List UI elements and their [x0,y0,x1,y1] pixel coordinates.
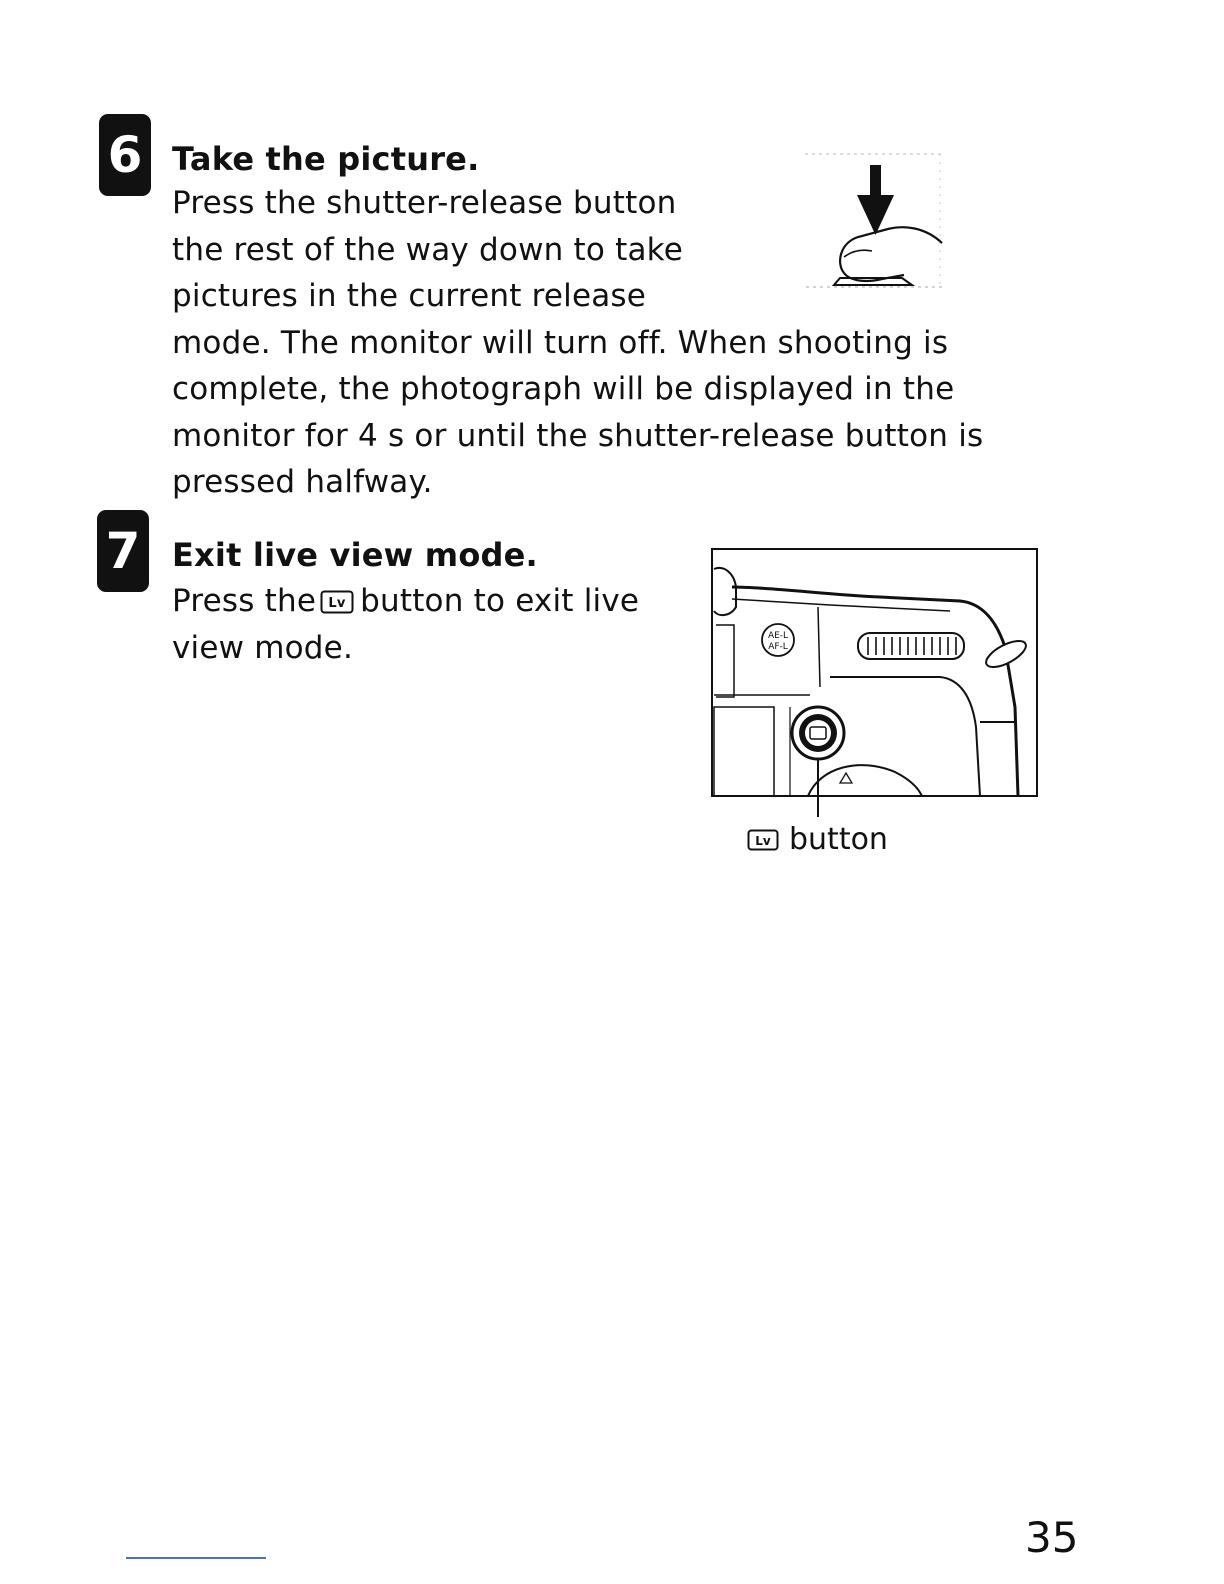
step-7-text-before: Press the [172,583,317,619]
page-number: 35 [1025,1513,1079,1562]
lv-button-caption [747,822,888,858]
step-6-line: Press the shutter-release button [172,185,677,221]
caption-text: button [789,822,888,857]
ae-l-label: AE-L [767,631,789,641]
step-6-line: monitor for 4 s or until the shutter-release button is [172,417,984,454]
step-6-line: pressed halfway. [172,464,433,500]
step-7-text-after: button to exit live [360,583,640,619]
step-7-line-2: view mode. [172,629,354,666]
lv-icon-label: Lv [328,596,346,611]
lv-caption-icon-label: Lv [755,834,771,848]
footer-link-underline[interactable] [126,1557,266,1559]
step-6-title: Take the picture. [172,140,480,178]
step-6-line: the rest of the way down to take [172,231,683,268]
camera-back-lv-button-icon [710,547,1040,817]
step-7-line-1 [172,578,639,625]
step-6-badge: 6 [99,114,151,196]
step-6-line: mode. The monitor will turn off. When shooting is [172,324,949,361]
step-7-badge: 7 [97,510,149,592]
lv-button-icon [320,590,354,614]
af-l-label: AF-L [768,642,788,652]
finger-pressing-shutter-icon [800,145,950,295]
step-7-title: Exit live view mode. [172,536,538,574]
lv-button-icon [747,829,779,851]
step-6-line: complete, the photograph will be displayed in the [172,371,955,407]
step-7-body [172,578,639,671]
step-6-line: pictures in the current release [172,278,647,314]
